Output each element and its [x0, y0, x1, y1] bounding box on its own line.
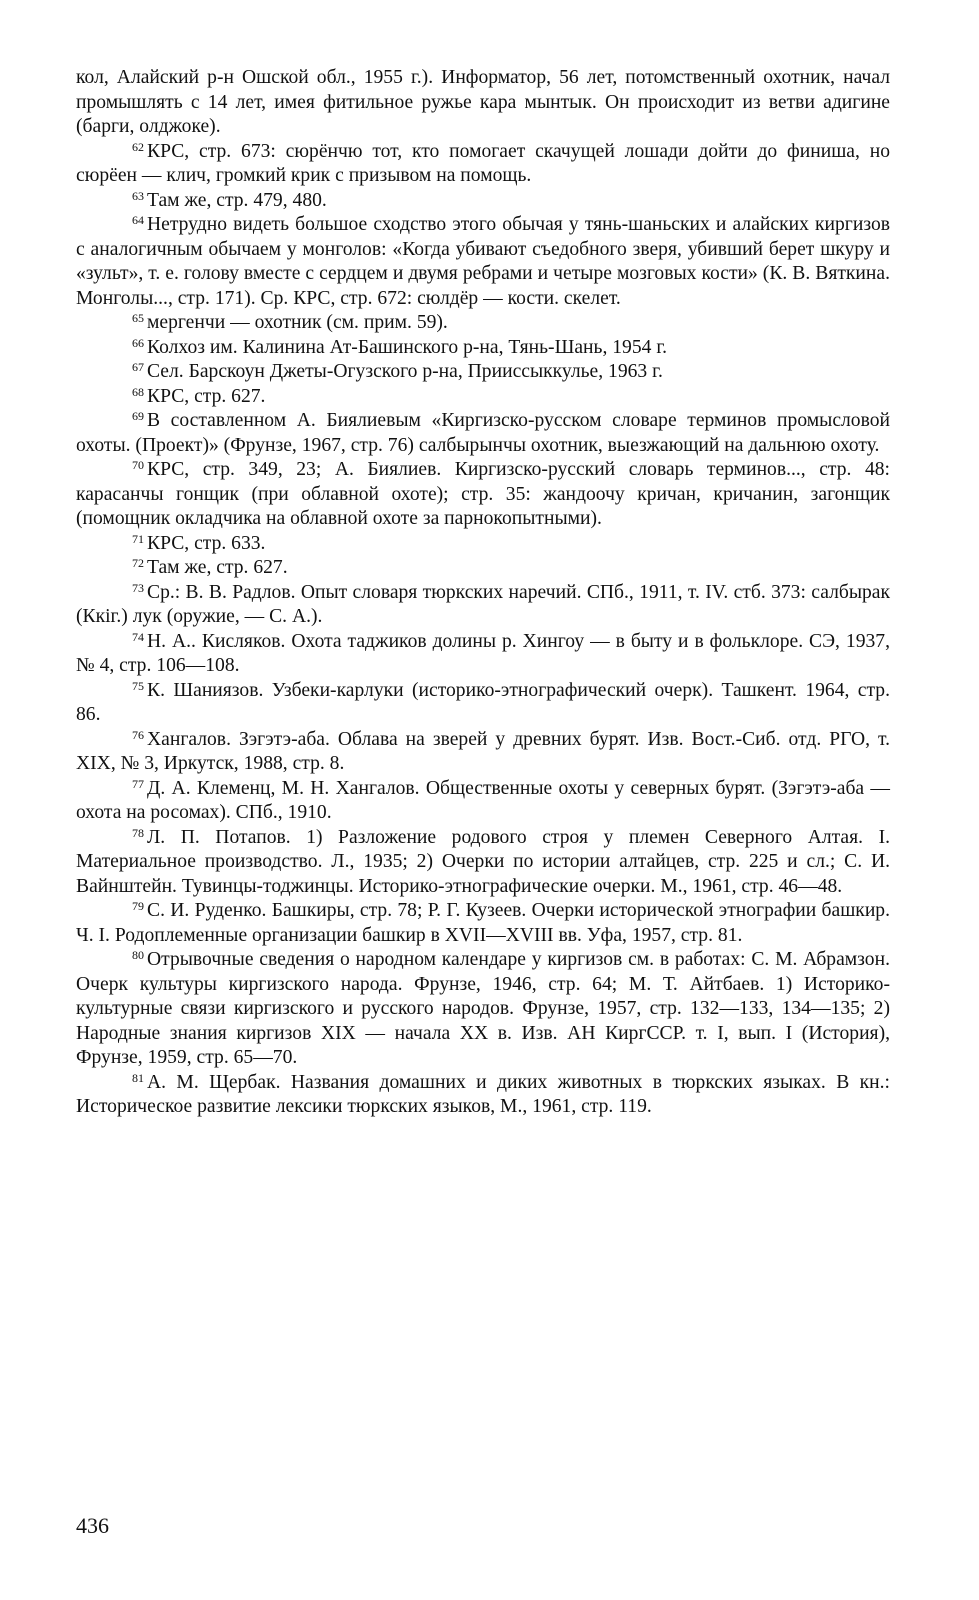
footnote-text: Отрывочные сведения о народном календаре у киргизов см. в работах: С. М. Абрамзон. Очерк культуры киргизского народа. Фрунзе, 1946, стр. 64; М. Т. Айтбаев. 1) Историко-культурные связи киргизского и русского народов. Фрунзе, 1957, стр. 132—133, 134—135; 2) Народные знания киргизов XIX — начала XX в. Изв. АН КиргССР. т. I, вып. I (История), Фрунзе, 1959, стр. 65—70.: [76, 949, 890, 1068]
footnote-number: 72: [132, 556, 144, 570]
footnote-text: Ср.: В. В. Радлов. Опыт словаря тюркских наречий. СПб., 1911, т. IV. стб. 373: салбырак (Ккіг.) лук (оружие, — С. А.).: [76, 581, 890, 627]
footnotes-block: [76, 66, 890, 1120]
footnote-text: К. Шаниязов. Узбеки-карлуки (историко-этнографический очерк). Ташкент. 1964, стр. 86.: [76, 679, 890, 725]
footnote-number: 70: [132, 458, 144, 472]
footnote-65: [76, 311, 890, 336]
footnote-72: [76, 556, 890, 581]
footnote-66: [76, 336, 890, 361]
footnote-number: 62: [132, 139, 144, 154]
footnote-64: [76, 213, 890, 311]
footnote-75: [76, 679, 890, 728]
footnote-number: 71: [132, 531, 144, 546]
footnote-80: [76, 948, 890, 1071]
footnote-text: кол, Алайский р-н Ошской обл., 1955 г.). Информатор, 56 лет, потомственный охотник, начал промышлять с 14 лет, имея фитильное ружье кара мынтык. Он происходит из ветви адигине (барги, олджоке).: [76, 67, 890, 137]
footnote-69: [76, 409, 890, 458]
footnote-number: 63: [132, 188, 144, 203]
footnote-text: Д. А. Клеменц, М. Н. Хангалов. Общественные охоты у северных бурят. (Зэгэтэ-аба — охота на росомах). СПб., 1910.: [76, 777, 890, 823]
footnote-text: Там же, стр. 479, 480.: [147, 189, 327, 211]
footnote-number: 68: [132, 384, 144, 399]
footnote-number: 66: [132, 335, 144, 350]
footnote-62: [76, 140, 890, 189]
footnote-number: 81: [132, 1070, 144, 1085]
footnote-text: мергенчи — охотник (см. прим. 59).: [147, 312, 448, 333]
footnote-number: 65: [132, 311, 144, 325]
footnote-text: КРС, стр. 349, 23; А. Биялиев. Киргизско-русский словарь терминов..., стр. 48: карасанчы гонщик (при облавной охоте); стр. 35: жандоочу кричан, кричанин, загонщик (помощник окладчика на облавной охоте за парнокопытными).: [76, 459, 890, 529]
footnote-number: 78: [132, 825, 144, 840]
footnote-number: 64: [132, 213, 144, 227]
footnote-number: 69: [132, 409, 144, 423]
footnote-text: В составленном А. Биялиевым «Киргизско-русском словаре терминов промысловой охоты. (Проект)» (Фрунзе, 1967, стр. 76) салбырынчы охотник, выезжающий на дальнюю охоту.: [76, 410, 890, 456]
page-number: 436: [76, 1513, 109, 1538]
footnote-text: Хангалов. Зэгэтэ-аба. Облава на зверей у древних бурят. Изв. Вост.-Сиб. отд. РГО, т. XIX, № 3, Иркутск, 1988, стр. 8.: [76, 728, 890, 774]
footnote-continuation: [76, 66, 890, 140]
footnote-text: Нетрудно видеть большое сходство этого обычая у тянь-шаньских и алайских киргизов с аналогичным обычаем у монголов: «Когда убивают съедобного зверя, убивший берет шкуру и «зульт», т. е. голову вместе с сердцем и двумя ребрами и четыре мозговых кости» (К. В. Вяткина. Монголы..., стр. 171). Ср. КРС, стр. 672: сюлдёр — кости. скелет.: [76, 214, 890, 309]
footnote-text: Н. А.. Кисляков. Охота таджиков долины р. Хингоу — в быту и в фольклоре. СЭ, 1937, № 4, стр. 106—108.: [76, 630, 890, 676]
footnote-text: Л. П. Потапов. 1) Разложение родового строя у племен Северного Алтая. I. Материальное производство. Л., 1935; 2) Очерки по истории алтайцев, стр. 225 и сл.; С. И. Вайнштейн. Тувинцы-тоджинцы. Историко-этнографические очерки. М., 1961, стр. 46—48.: [76, 826, 890, 897]
footnote-73: [76, 581, 890, 630]
footnote-68: [76, 385, 890, 410]
footnote-number: 77: [132, 776, 144, 791]
footnote-text: С. И. Руденко. Башкиры, стр. 78; Р. Г. Кузеев. Очерки исторической этнографии башкир. Ч. I. Родоплеменные организации башкир в XVII—XVIII вв. Уфа, 1957, стр. 81.: [76, 900, 890, 946]
footnote-number: 73: [132, 580, 144, 595]
footnote-81: [76, 1071, 890, 1120]
footnote-63: [76, 189, 890, 214]
footnote-77: [76, 777, 890, 826]
footnote-text: Сел. Барскоун Джеты-Огузского р-на, Приисcыккулье, 1963 г.: [147, 361, 663, 382]
footnote-79: [76, 899, 890, 948]
footnote-text: КРС, стр. 627.: [147, 385, 266, 407]
footnote-number: 74: [132, 629, 144, 644]
footnote-text: КРС, стр. 673: сюрёнчю тот, кто помогает скачущей лошади дойти до финиша, но сюрёен — клич, громкий крик с призывом на помощь.: [76, 140, 890, 186]
footnote-text: Колхоз им. Калинина Ат-Башинского р-на, Тянь-Шань, 1954 г.: [147, 336, 668, 358]
footnote-70: [76, 458, 890, 532]
footnote-74: [76, 630, 890, 679]
footnote-text: Там же, стр. 627.: [147, 557, 288, 578]
footnote-number: 76: [132, 727, 144, 742]
footnote-number: 67: [132, 360, 144, 374]
footnote-number: 80: [132, 948, 144, 962]
footnote-text: КРС, стр. 633.: [147, 532, 266, 554]
footnote-78: [76, 826, 890, 900]
footnote-number: 79: [132, 899, 144, 913]
footnote-number: 75: [132, 678, 144, 693]
footnote-text: А. М. Щербак. Названия домашних и диких животных в тюркских языках. В кн.: Историческое развитие лексики тюркских языков, М., 1961, стр. 119.: [76, 1071, 890, 1117]
footnote-76: [76, 728, 890, 777]
footnote-71: [76, 532, 890, 557]
footnote-67: [76, 360, 890, 385]
